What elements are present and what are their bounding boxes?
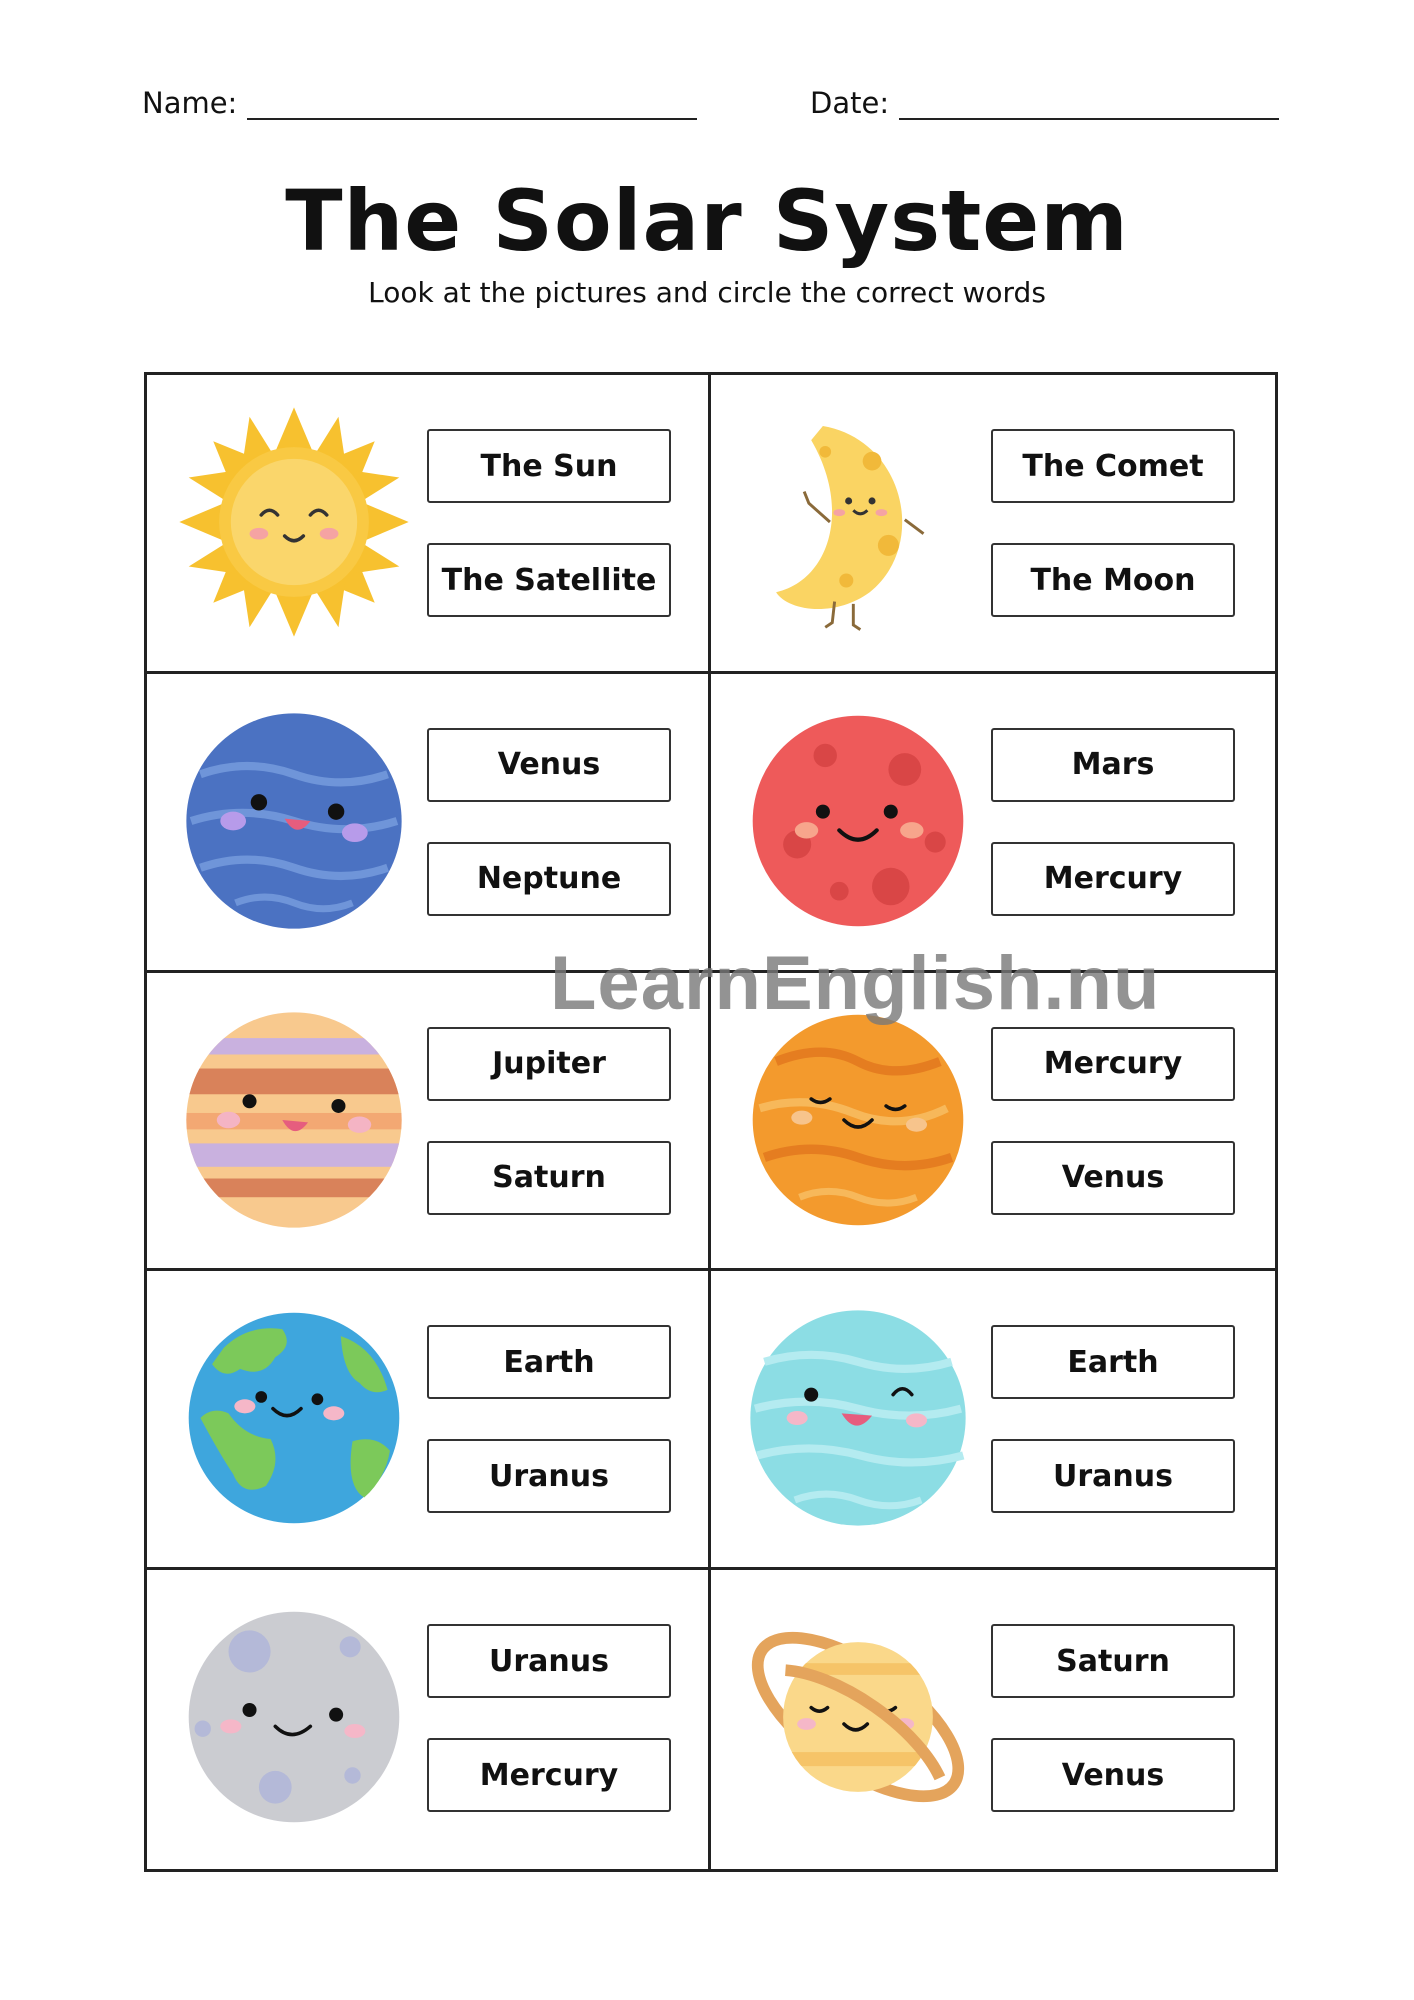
- moon-icon: [741, 405, 975, 639]
- saturn-planet-icon: [741, 1600, 975, 1834]
- answer-option-box[interactable]: Venus: [427, 728, 671, 802]
- name-line[interactable]: [247, 90, 697, 120]
- answer-option-box[interactable]: Saturn: [991, 1624, 1235, 1698]
- answer-option-box[interactable]: Uranus: [427, 1439, 671, 1513]
- name-label: Name:: [142, 86, 238, 120]
- answer-option-box[interactable]: Mars: [991, 728, 1235, 802]
- worksheet-grid: [144, 372, 1278, 1872]
- answer-option-box[interactable]: Venus: [991, 1738, 1235, 1812]
- answer-option-box[interactable]: Mercury: [427, 1738, 671, 1812]
- date-label: Date:: [810, 86, 890, 120]
- worksheet-cell: [147, 375, 711, 674]
- answer-option-box[interactable]: Uranus: [427, 1624, 671, 1698]
- answer-option-box[interactable]: Earth: [427, 1325, 671, 1399]
- mercury-planet-icon: [177, 1600, 411, 1834]
- date-field[interactable]: [810, 86, 1279, 120]
- answer-option-box[interactable]: Jupiter: [427, 1027, 671, 1101]
- date-line[interactable]: [899, 90, 1279, 120]
- answer-option-box[interactable]: The Comet: [991, 429, 1235, 503]
- jupiter-planet-icon: [177, 1003, 411, 1237]
- worksheet-cell: [711, 674, 1275, 973]
- sun-icon: [177, 405, 411, 639]
- instruction-text: Look at the pictures and circle the correct words: [368, 276, 1046, 309]
- header-fields: [0, 86, 1414, 126]
- worksheet-cell: [711, 375, 1275, 674]
- uranus-planet-icon: [741, 1301, 975, 1535]
- answer-option-box[interactable]: Saturn: [427, 1141, 671, 1215]
- answer-option-box[interactable]: Uranus: [991, 1439, 1235, 1513]
- mars-planet-icon: [741, 704, 975, 938]
- worksheet-cell: [711, 1271, 1275, 1570]
- watermark-text: LearnEnglish.nu: [550, 941, 1161, 1026]
- answer-option-box[interactable]: The Sun: [427, 429, 671, 503]
- earth-planet-icon: [177, 1301, 411, 1535]
- answer-option-box[interactable]: The Satellite: [427, 543, 671, 617]
- worksheet-cell: [711, 1570, 1275, 1869]
- worksheet-cell: [147, 674, 711, 973]
- name-field[interactable]: [142, 86, 697, 120]
- answer-option-box[interactable]: Earth: [991, 1325, 1235, 1399]
- answer-option-box[interactable]: Mercury: [991, 1027, 1235, 1101]
- worksheet-cell: [147, 1570, 711, 1869]
- answer-option-box[interactable]: Neptune: [427, 842, 671, 916]
- answer-option-box[interactable]: The Moon: [991, 543, 1235, 617]
- answer-option-box[interactable]: Mercury: [991, 842, 1235, 916]
- venus-planet-icon: [741, 1003, 975, 1237]
- neptune-planet-icon: [177, 704, 411, 938]
- page-title: The Solar System: [285, 172, 1129, 270]
- answer-option-box[interactable]: Venus: [991, 1141, 1235, 1215]
- worksheet-cell: [147, 1271, 711, 1570]
